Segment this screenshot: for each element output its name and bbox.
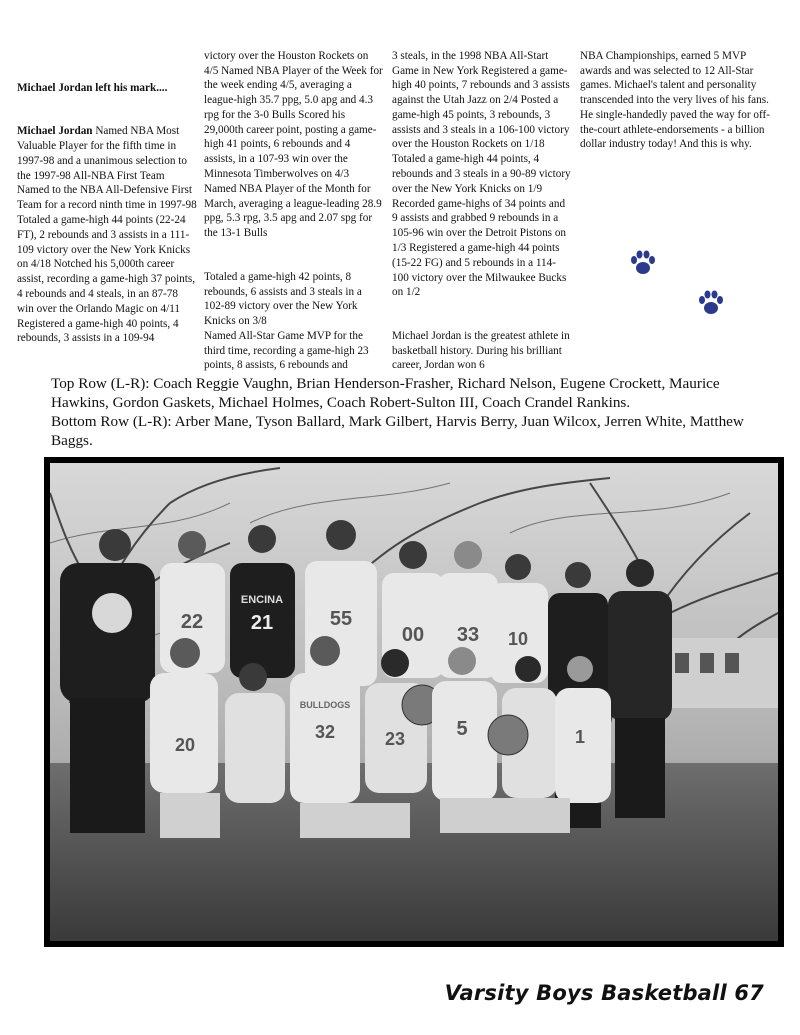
- page-footer: Varsity Boys Basketball 67: [444, 981, 764, 1005]
- jersey-team-text: ENCINA: [240, 594, 284, 606]
- article-lead-name: Michael Jordan: [17, 125, 93, 138]
- caption-bottom-row: Bottom Row (L-R): Arber Mane, Tyson Ballard, Mark Gilbert, Harvis Berry, Juan Wilcox, Jerren White, Matthew Baggs.: [51, 413, 744, 450]
- article-column-2: [204, 34, 384, 402]
- jersey-number: 20: [174, 735, 196, 755]
- article-col3-paragraph-2: Michael Jordan is the greatest athlete in basketball history. During his brilliant career, Jordan won 6: [392, 329, 570, 372]
- article-col4-text: NBA Championships, earned 5 MVP awards and was selected to 12 All-Star games. Michael's talent and personality transcended into the very lives of his fans. He single-handedly paved the way for off-the-court athlete-endorsements - a billion dollar industry today! And this is why.: [580, 49, 770, 151]
- photo-caption: [51, 374, 761, 451]
- jersey-number: 33: [456, 624, 480, 646]
- paw-print-icon: [628, 248, 658, 278]
- article-column-3: [392, 34, 572, 402]
- jersey-number: 55: [329, 608, 353, 630]
- article-heading: Michael Jordan left his mark....: [17, 81, 168, 94]
- article-col3-paragraph-1: 3 steals, in the 1998 NBA All-Start Game in New York Registered a game-high 40 points, 7 rebounds and 3 assists against the Utah Jazz on 2/4 Posted a game-high 45 points, 3 rebounds, 3 assists and 3 steals in a 106-100 victory over the Houston Rockets on 1/18 Totaled a game-high 44 points, 4 rebounds and 3 steals in a 90-89 victory over the New York Knicks on 1/9 Recorded game-highs of 34 points and 9 assists and grabbed 9 rebounds in a 105-96 win over the Detroit Pistons on 1/3 Registered a game-high 44 points (15-22 FG) and 5 rebounds in a 114-100 victory over the Milwaukee Bucks on 1/2: [392, 49, 571, 299]
- jersey-team-text: BULLDOGS: [299, 700, 351, 710]
- jersey-number: 00: [401, 624, 425, 646]
- paw-print-icon: [696, 288, 726, 318]
- article-col2-paragraph-2: Totaled a game-high 42 points, 8 rebounds, 6 assists and 3 steals in a 102-89 victory over the New York Knicks on 3/8 Named All-Star Game MVP for the third time, recording a game-high 23 points, 8 assists, 6 rebounds and: [204, 270, 369, 372]
- jersey-number: 1: [574, 727, 586, 747]
- article-col2-paragraph-1: victory over the Houston Rockets on 4/5 Named NBA Player of the Week for the week ending 4/5, averaging a league-high 35.7 ppg, 5.0 apg and 4.3 rpg for the 3-0 Bulls Scored his 29,000th career point, posting a game-high 41 points, 6 rebounds and 4 assists, in a 107-93 win over the Minnesota Timberwolves on 4/3 Named NBA Player of the Month for March, averaging a league-leading 28.9 ppg, 5.3 rpg, 3.5 apg and 2.07 spg for the 13-1 Bulls: [204, 49, 383, 240]
- jersey-number: 10: [507, 629, 529, 649]
- jersey-number: 23: [384, 729, 406, 749]
- caption-top-row: Top Row (L-R): Coach Reggie Vaughn, Brian Henderson-Frasher, Richard Nelson, Eugene Crockett, Maurice Hawkins, Gordon Gaskets, Michael Holmes, Coach Robert-Sulton III, Coach Crandel Rankins.: [51, 375, 720, 412]
- jersey-number: 32: [314, 722, 336, 742]
- article-column-1: [17, 66, 197, 375]
- article-col1-text: Named NBA Most Valuable Player for the fifth time in 1997-98 and a unanimous selection to the 1997-98 All-NBA First Team Named to the NBA All-Defensive First Team for a record ninth time in 1997-98 Totaled a game-high 44 points (22-24 FT), 2 rebounds and 3 assists in a 111-109 victory over the New York Knicks on 4/18 Notched his 5,000th career assist, recording a game-high 37 points, 4 rebounds and 4 steals, in an 87-78 win over the Orlando Magic on 4/11 Registered a game-high 40 points, 4 rebounds, 3 assists in a 109-94: [17, 125, 197, 345]
- jersey-number: 5: [456, 718, 468, 740]
- team-photo-image: [50, 463, 778, 941]
- jersey-number: 21: [250, 612, 274, 634]
- article-column-4: [580, 34, 770, 181]
- jersey-number: 22: [180, 611, 204, 633]
- team-photo: [44, 457, 784, 947]
